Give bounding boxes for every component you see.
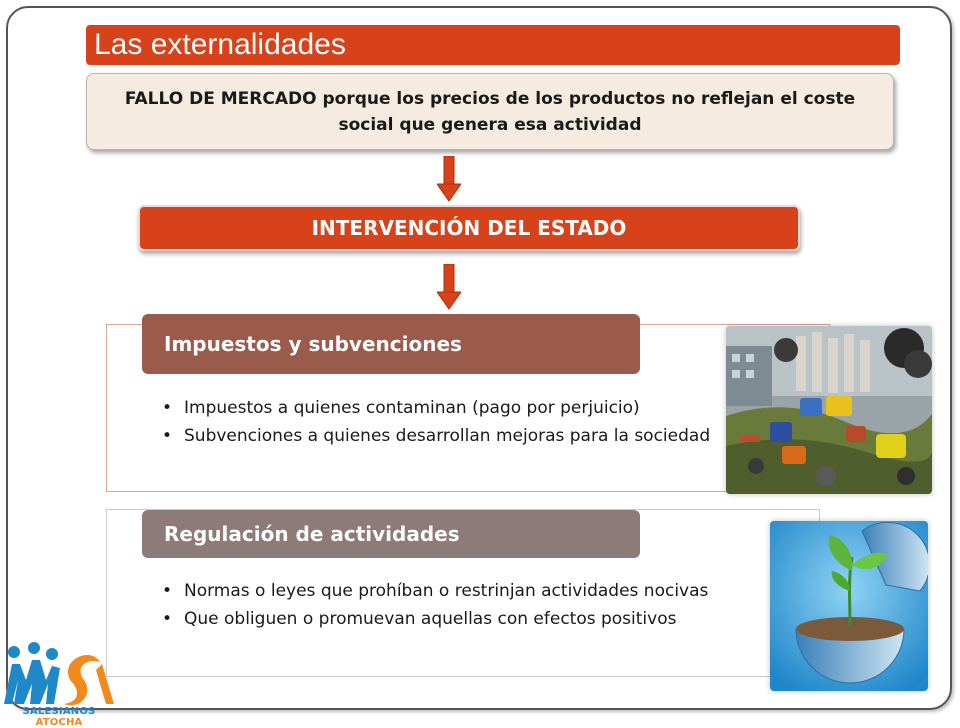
down-arrow-icon <box>437 264 461 310</box>
list-item: • Que obliguen o promuevan aquellas con efectos positivos <box>160 607 760 631</box>
bullet-list-regulation <box>160 579 760 635</box>
logo-text <box>0 706 118 728</box>
section-header-regulation: Regulación de actividades <box>142 510 640 558</box>
list-item: • Normas o leyes que prohíban o restrinjan actividades nocivas <box>160 579 760 603</box>
section-header-taxes: Impuestos y subvenciones <box>142 314 640 374</box>
state-intervention-box: INTERVENCIÓN DEL ESTADO <box>138 205 800 251</box>
logo-name-part1: SALESIANOS <box>22 706 96 717</box>
pollution-scene-image <box>726 326 932 494</box>
plant-in-globe-image <box>770 521 928 691</box>
logo-name-part2: ATOCHA <box>35 717 83 728</box>
down-arrow-icon <box>437 156 461 202</box>
list-item: • Subvenciones a quienes desarrollan mejoras para la sociedad <box>160 424 720 448</box>
bullet-list-taxes <box>160 396 720 452</box>
list-item: • Impuestos a quienes contaminan (pago por perjuicio) <box>160 396 720 420</box>
market-failure-box: FALLO DE MERCADO porque los precios de los productos no reflejan el coste social que genera esa actividad <box>86 73 894 150</box>
slide-title: Las externalidades <box>86 25 900 65</box>
